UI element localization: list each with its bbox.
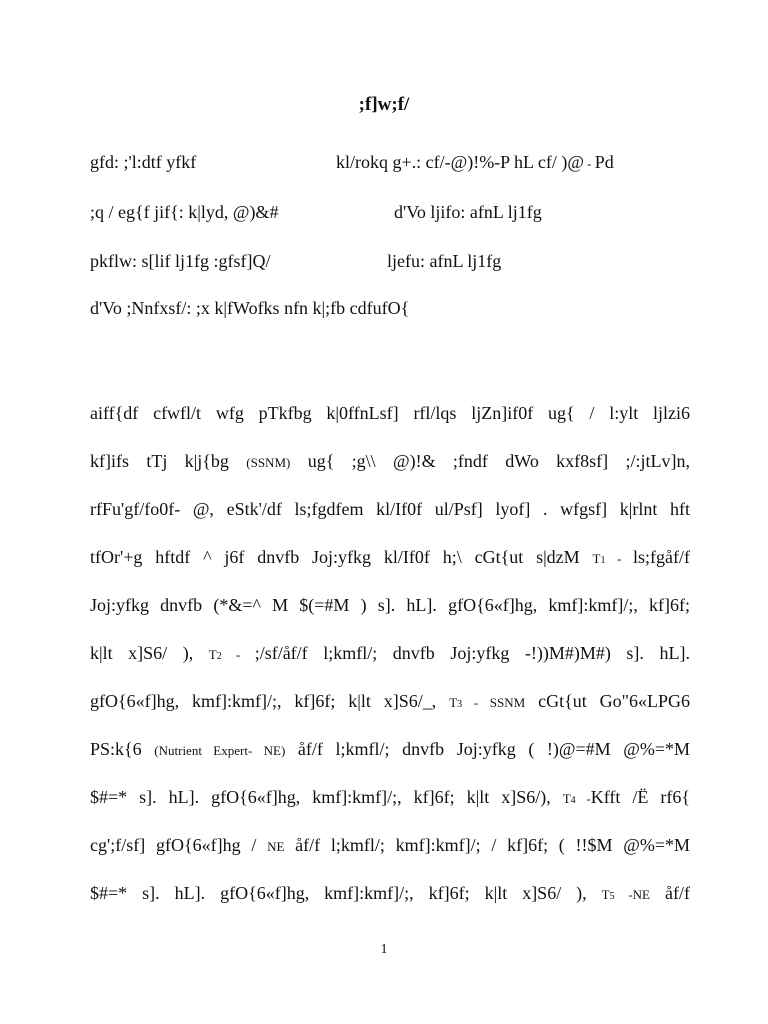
text-segment: kf]ifs tTj k|j{bg: [90, 451, 247, 471]
student-name: gfd: ;'l:dtf yfkf: [90, 152, 197, 172]
text-segment: 4: [570, 795, 576, 806]
text-segment: T: [562, 791, 571, 806]
text-segment: aiff{df cfwfl/t wfg pTkfbg k|0ffnLsf] rfl/lqs ljZn]if0f ug{ / l:ylt ljlzi6: [90, 403, 690, 423]
text-segment: PS:k{6: [90, 739, 155, 759]
paragraph-line: [90, 533, 690, 581]
text-segment: k|lt x]S6/ ),: [90, 643, 209, 663]
abstract-paragraph: [90, 389, 690, 917]
paragraph-line: [90, 437, 690, 485]
text-segment: -: [614, 887, 633, 902]
text-segment: rfFu'gf/fo0f- @, eStk'/df ls;fgdfem kl/If0f ul/Psf] lyof] . wfgsf] k|rlnt hft: [90, 499, 690, 519]
page-number: 1: [380, 942, 388, 957]
text-segment: NE: [632, 887, 651, 902]
text-segment: $#=* s]. hL]. gfO{6«f]hg, kmf]:kmf]/;, kf]6f; k|lt x]S6/ ),: [90, 883, 602, 903]
document-title: ;f]w;f/: [358, 94, 410, 115]
text-segment: T: [601, 887, 610, 902]
meta-row-name: [90, 152, 614, 173]
text-segment: 5: [609, 891, 615, 902]
text-segment: cg';f/sf] gfO{6«f]hg /: [90, 835, 268, 855]
meta-row-degree: [90, 251, 502, 272]
paragraph-line: [90, 725, 690, 773]
text-segment: ug{ ;g\\ @)!& ;fndf dWo kxf8sf] ;/:jtLv]n,: [290, 451, 690, 471]
paragraph-line: [90, 677, 690, 725]
registration-number: kl/rokq g+.: cf/-@)!%-P hL cf/ )@ - Pd: [336, 152, 614, 172]
text-segment: åf/f l;kmfl/; dnvfb Joj:yfkg ( !)@=#M @%=*M: [285, 739, 690, 759]
text-segment: Kfft /Ë rf6{: [590, 787, 690, 807]
text-segment: -: [605, 551, 634, 566]
text-segment: SSNM: [489, 695, 526, 710]
text-segment: -: [575, 791, 591, 806]
text-segment: (Nutrient Expert- NE): [154, 743, 286, 758]
text-segment: 1: [600, 555, 606, 566]
text-segment: -: [221, 647, 255, 662]
text-segment: 3: [457, 699, 463, 710]
paragraph-line: [90, 821, 690, 869]
meta-row-advisor: [90, 298, 409, 319]
text-segment: gfO{6«f]hg, kmf]:kmf]/;, kf]6f; k|lt x]S6/_,: [90, 691, 450, 711]
paragraph-line: [90, 581, 690, 629]
text-segment: NE: [267, 839, 285, 854]
text-segment: åf/f: [650, 883, 690, 903]
major-subject: d'Vo ljifo: afnL lj1fg: [394, 202, 542, 222]
paragraph-line: [90, 773, 690, 821]
text-segment: T: [208, 647, 217, 662]
text-segment: cGt{ut Go"6«LPG6: [525, 691, 690, 711]
paragraph-line: [90, 869, 690, 917]
text-segment: ;/sf/åf/f l;kmfl/; dnvfb Joj:yfkg -!))M#)M#) s]. hL].: [254, 643, 690, 663]
text-segment: åf/f l;kmfl/; kmf]:kmf]/; / kf]6f; ( !!$M @%=*M: [284, 835, 691, 855]
text-segment: Joj:yfkg dnvfb (*&=^ M $(=#M ) s]. hL]. gfO{6«f]hg, kmf]:kmf]/;, kf]6f;: [90, 595, 690, 615]
degree: pkflw: s[lif lj1fg :gfsf]Q/: [90, 251, 271, 271]
text-segment: ls;fgåf/f: [633, 547, 690, 567]
text-segment: (SSNM): [246, 455, 291, 470]
admission-session: ;q / eg{f jif{: k|lyd, @)&#: [90, 202, 279, 222]
paragraph-line: [90, 629, 690, 677]
paragraph-line: [90, 485, 690, 533]
text-segment: T: [449, 695, 458, 710]
text-segment: T: [592, 551, 601, 566]
text-segment: tfOr'+g hftdf ^ j6f dnvfb Joj:yfkg kl/If0f h;\ cGt{ut s|dzM: [90, 547, 593, 567]
meta-row-session: [90, 202, 542, 223]
major-advisor: d'Vo ;Nnfxsf/: ;x k|fWofks nfn k|;fb cdfufO{: [90, 298, 410, 318]
text-segment: 2: [216, 651, 222, 662]
text-segment: -: [462, 695, 490, 710]
text-segment: $#=* s]. hL]. gfO{6«f]hg, kmf]:kmf]/;, kf]6f; k|lt x]S6/),: [90, 787, 563, 807]
paragraph-line: [90, 389, 690, 437]
department: ljefu: afnL lj1fg: [387, 251, 502, 271]
